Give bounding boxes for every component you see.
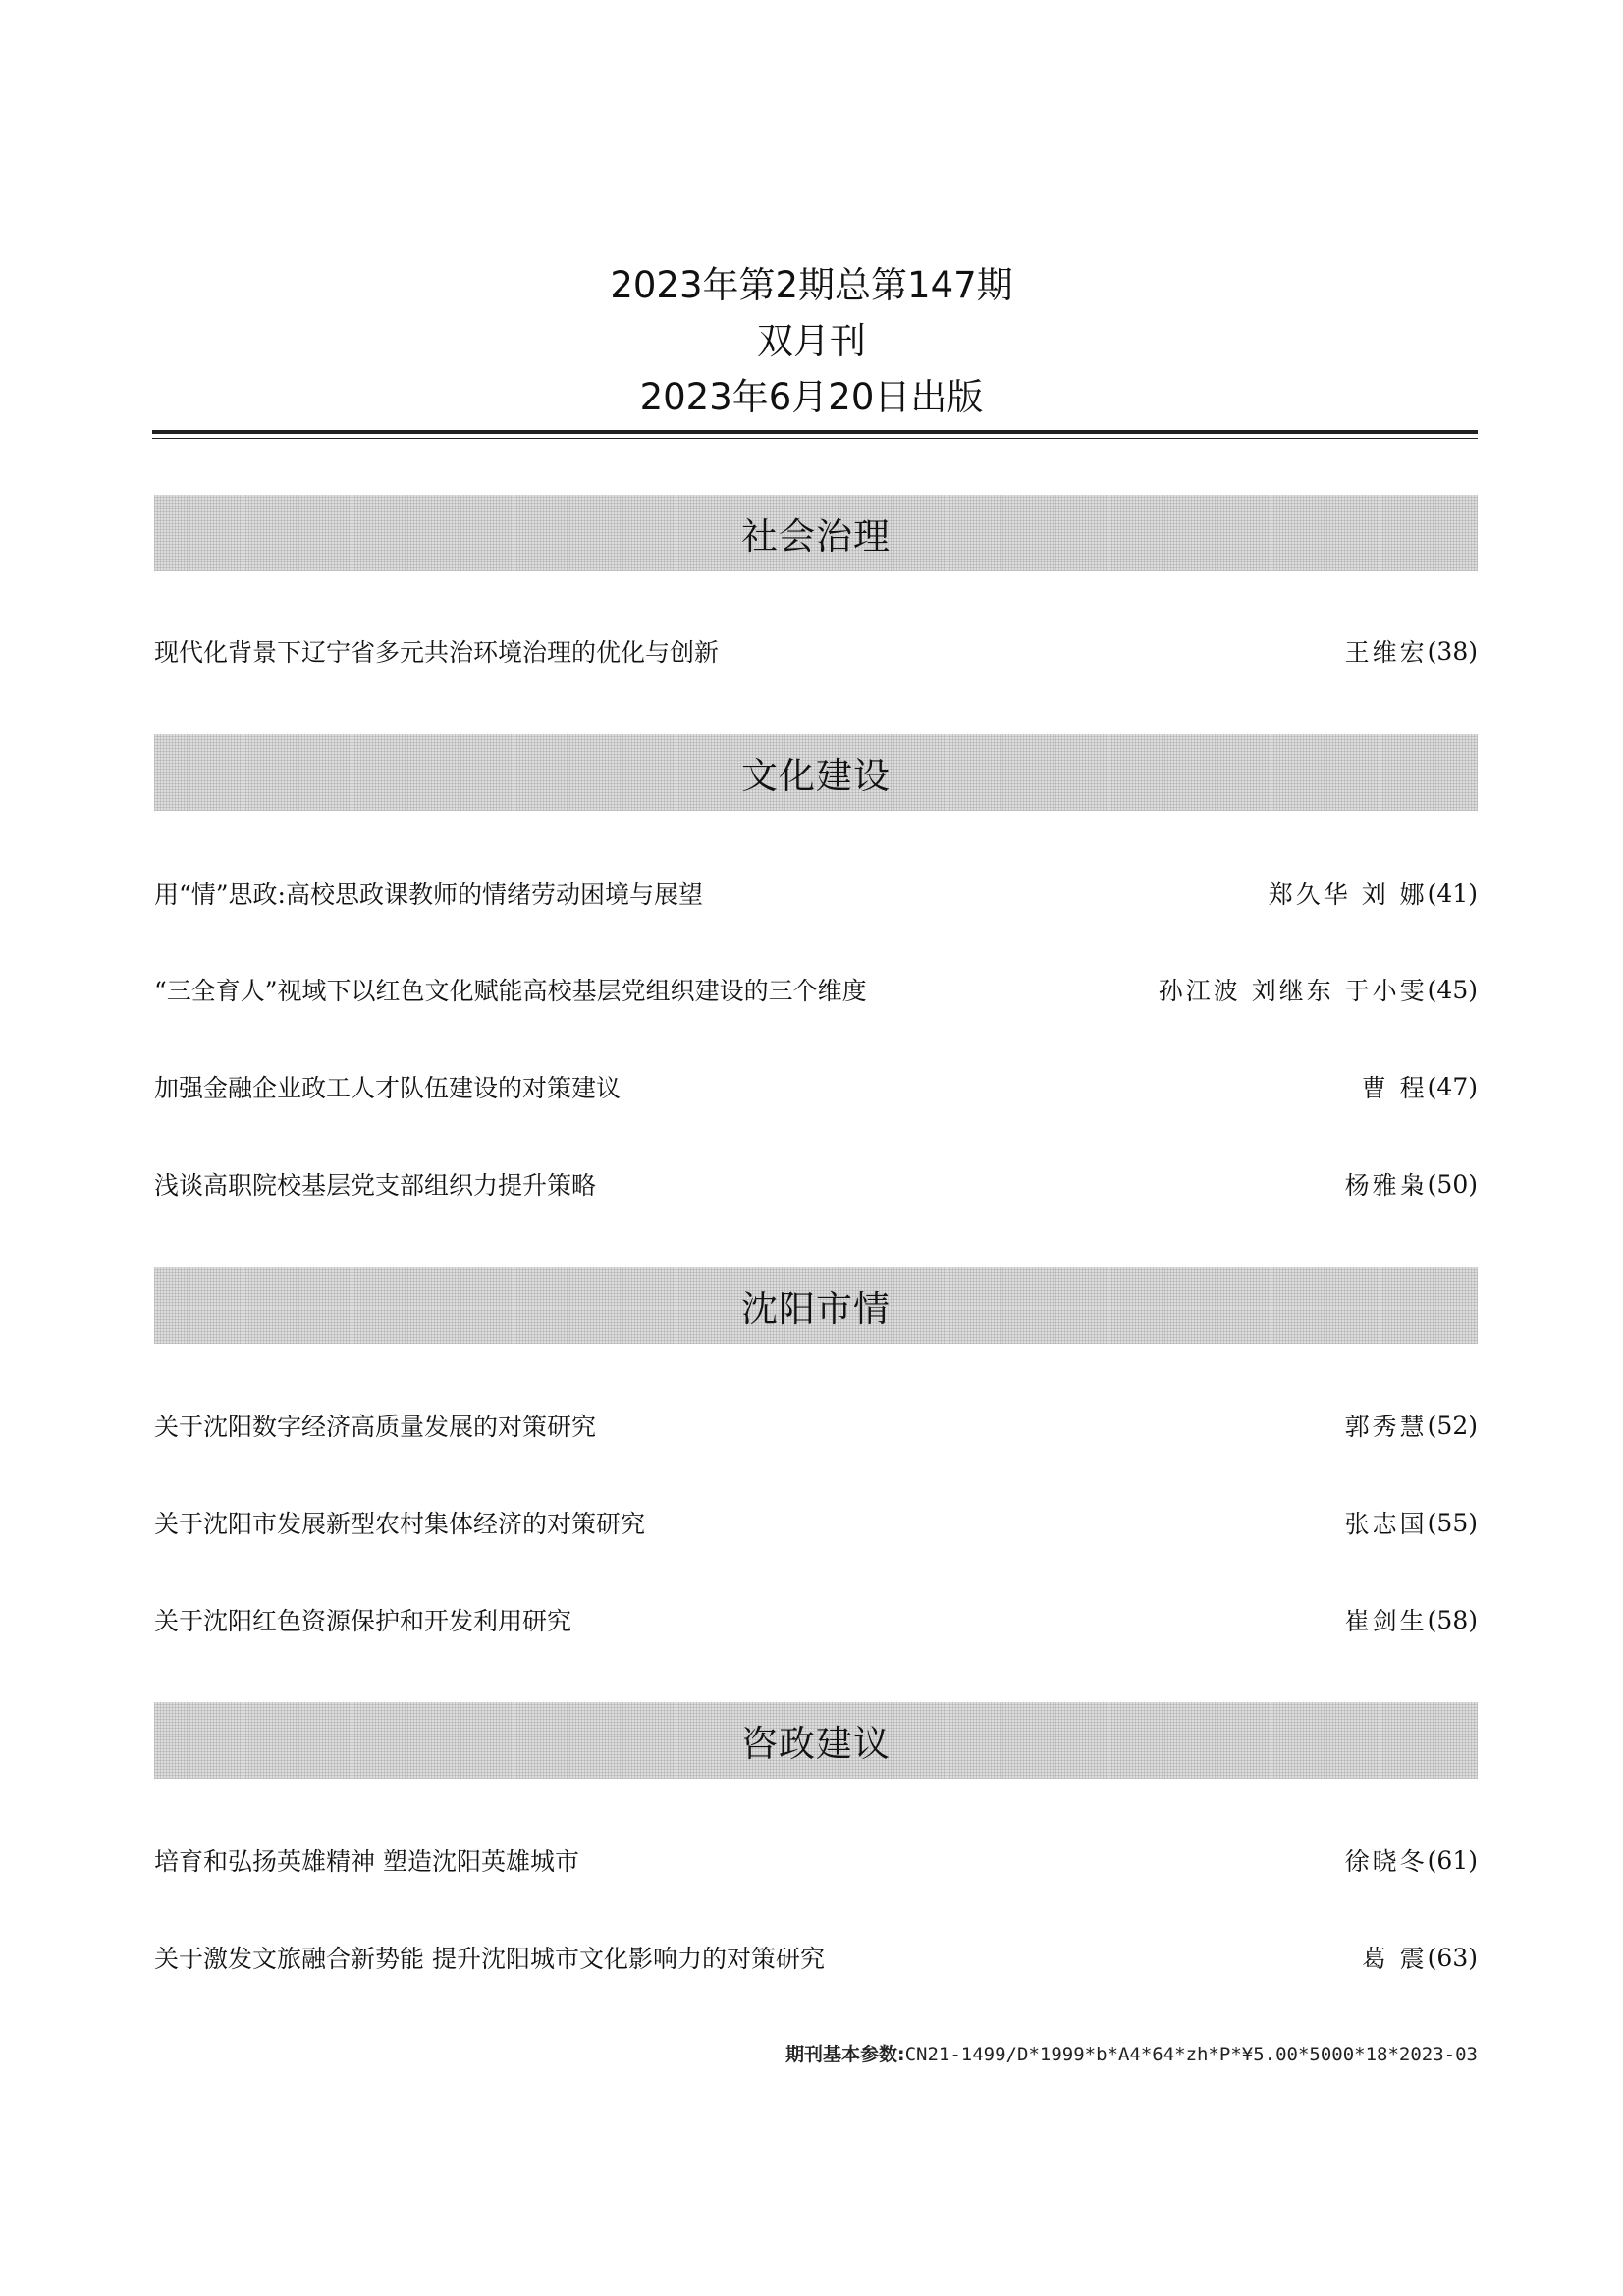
- page-number: (41): [1427, 879, 1478, 908]
- page-number: (38): [1427, 636, 1478, 666]
- page-number: (50): [1427, 1169, 1478, 1199]
- toc-entry[interactable]: [154, 1065, 1478, 1108]
- article-author: 郑久华 刘 娜: [1268, 881, 1428, 909]
- article-author: 孙江波 刘继东 于小雯: [1158, 977, 1428, 1005]
- article-author: 杨雅枭: [1344, 1171, 1428, 1200]
- frequency: 双月刊: [757, 320, 866, 362]
- article-title: 培育和弘扬英雄精神 塑造沈阳英雄城市: [154, 1847, 579, 1876]
- article-title: 加强金融企业政工人才队伍建设的对策建议: [154, 1074, 622, 1102]
- journal-parameters-label: 期刊基本参数:: [785, 2044, 905, 2065]
- page-number: (63): [1427, 1943, 1478, 1972]
- toc-entry[interactable]: [154, 1839, 1478, 1882]
- journal-parameters: [785, 2040, 1478, 2066]
- toc-entry[interactable]: [154, 1936, 1478, 1979]
- article-author: 张志国: [1344, 1510, 1428, 1538]
- page-number: (61): [1427, 1845, 1478, 1875]
- article-title: “三全育人”视域下以红色文化赋能高校基层党组织建设的三个维度: [154, 977, 867, 1005]
- article-title: 关于沈阳数字经济高质量发展的对策研究: [154, 1413, 597, 1441]
- journal-parameters-value: CN21-1499/D*1999*b*A4*64*zh*P*¥5.00*5000*18*2023-03: [904, 2044, 1478, 2065]
- article-author: 葛 震: [1361, 1945, 1428, 1973]
- section-header-policy-advice: [154, 1702, 1478, 1779]
- issue-line: 2023年第2期总第147期: [610, 264, 1013, 306]
- toc-entry[interactable]: [154, 629, 1478, 672]
- section-title: 文化建设: [741, 755, 891, 797]
- article-author: 王维宏: [1344, 638, 1428, 667]
- article-author: 徐晓冬: [1344, 1847, 1428, 1876]
- article-title: 浅谈高职院校基层党支部组织力提升策略: [154, 1171, 597, 1200]
- masthead: [0, 257, 1623, 425]
- article-author: 曹 程: [1361, 1074, 1428, 1102]
- section-title: 沈阳市情: [741, 1288, 891, 1330]
- article-author: 崔剑生: [1344, 1607, 1428, 1635]
- article-title: 现代化背景下辽宁省多元共治环境治理的优化与创新: [154, 638, 720, 667]
- section-header-social-governance: [154, 495, 1478, 571]
- page-number: (52): [1427, 1411, 1478, 1440]
- toc-entry[interactable]: [154, 1162, 1478, 1205]
- page-number: (45): [1427, 975, 1478, 1004]
- article-title: 用“情”思政:高校思政课教师的情绪劳动困境与展望: [154, 881, 703, 909]
- section-header-cultural-construction: [154, 734, 1478, 811]
- header-rule-thick: [152, 430, 1478, 434]
- section-header-shenyang-affairs: [154, 1267, 1478, 1344]
- section-title: 社会治理: [741, 515, 891, 558]
- article-author: 郭秀慧: [1344, 1413, 1428, 1441]
- toc-entry[interactable]: [154, 1501, 1478, 1544]
- publish-date: 2023年6月20日出版: [639, 376, 984, 418]
- article-title: 关于沈阳红色资源保护和开发利用研究: [154, 1607, 572, 1635]
- section-title: 咨政建议: [741, 1723, 891, 1765]
- toc-entry[interactable]: [154, 1404, 1478, 1447]
- article-title: 关于沈阳市发展新型农村集体经济的对策研究: [154, 1510, 646, 1538]
- toc-entry[interactable]: [154, 968, 1478, 1011]
- page-number: (55): [1427, 1508, 1478, 1537]
- page-number: (58): [1427, 1605, 1478, 1634]
- header-rule-thin: [152, 438, 1478, 439]
- page-number: (47): [1427, 1072, 1478, 1101]
- article-title: 关于激发文旅融合新势能 提升沈阳城市文化影响力的对策研究: [154, 1945, 825, 1973]
- toc-entry[interactable]: [154, 872, 1478, 915]
- toc-entry[interactable]: [154, 1598, 1478, 1641]
